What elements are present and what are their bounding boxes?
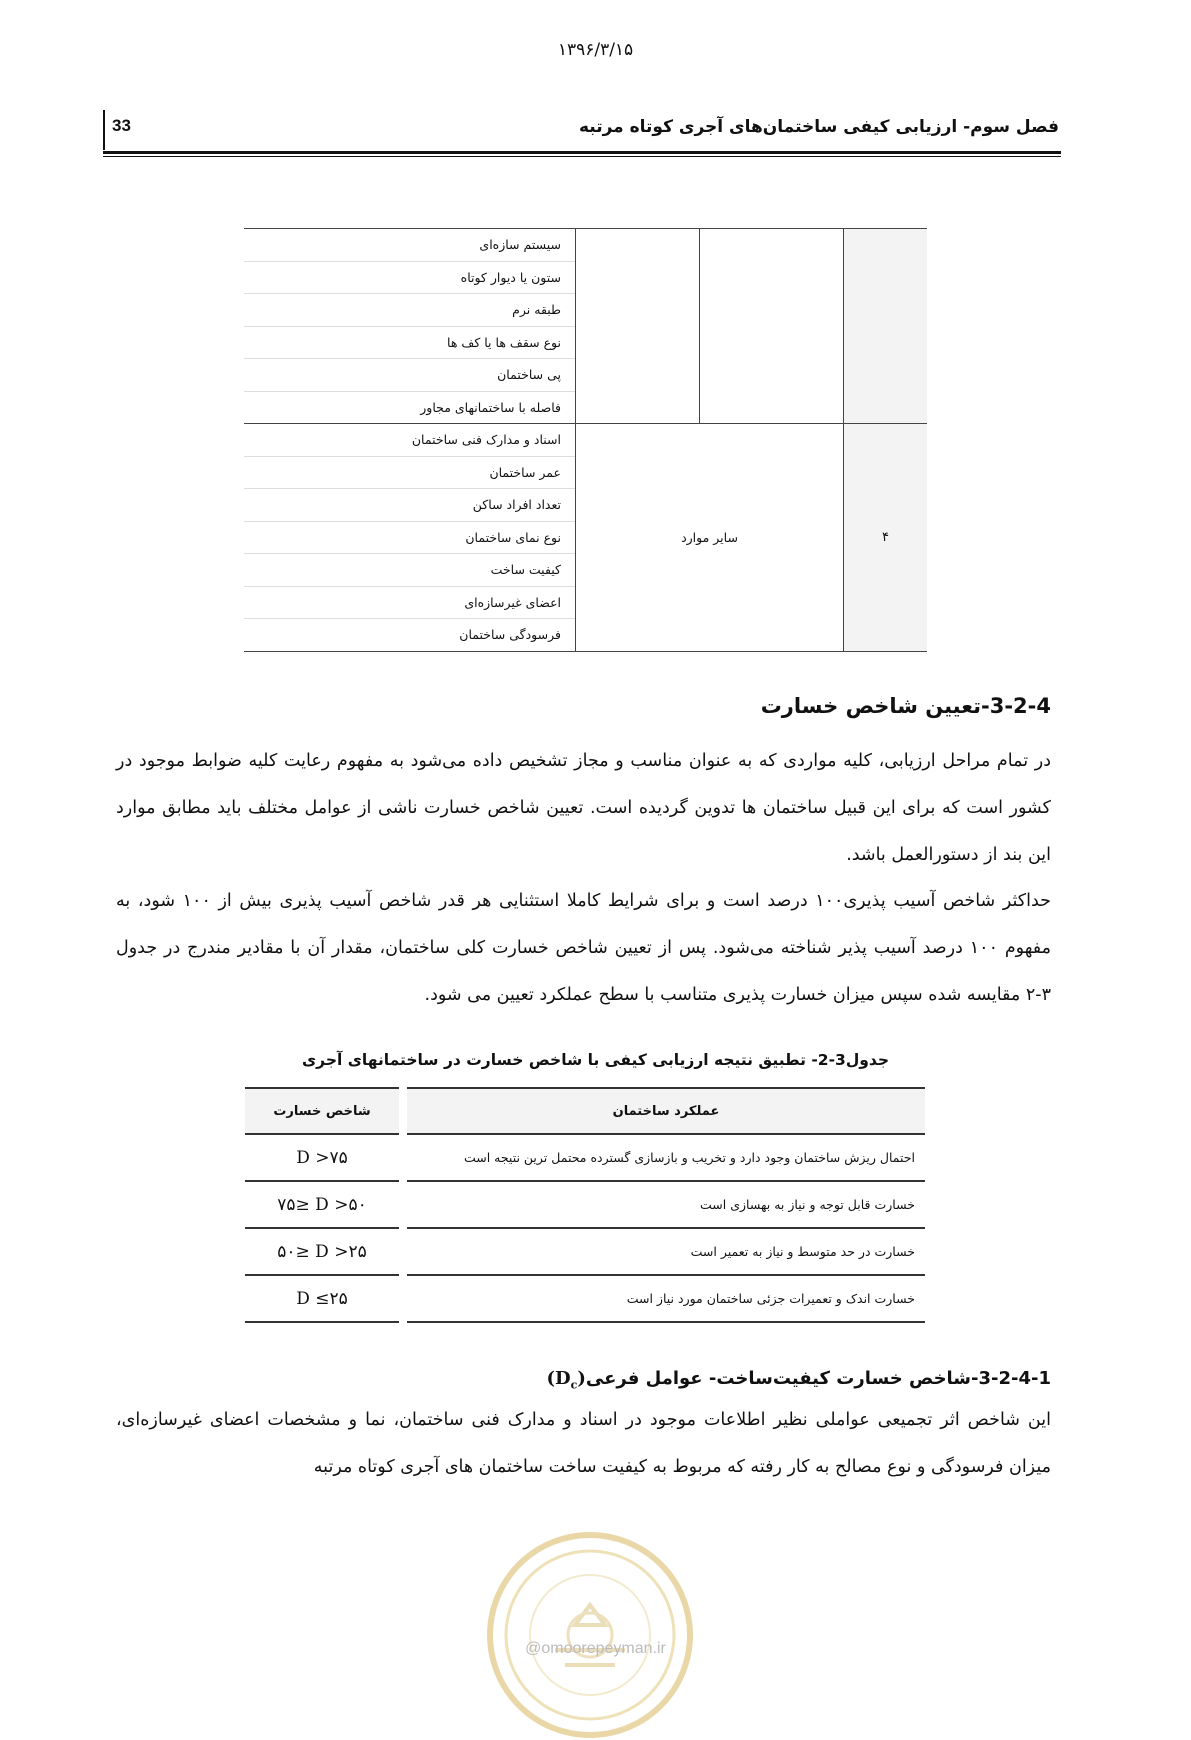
subsection-heading-symbol: $(D_c)$ bbox=[546, 1368, 586, 1392]
table-item: سیستم سازه‌ای bbox=[244, 229, 576, 262]
table-row bbox=[245, 1228, 925, 1275]
table-item: کیفیت ساخت bbox=[244, 554, 576, 587]
table-item: طبقه نرم bbox=[244, 294, 576, 327]
chapter-title: فصل سوم- ارزیابی کیفی ساختمان‌های آجری کوتاه مرتبه bbox=[578, 117, 1059, 137]
page-number: 33 bbox=[112, 116, 131, 135]
subsection-heading-text: 3-2-4-1-شاخص خسارت کیفیت‌ساخت- عوامل فرعی bbox=[585, 1368, 1051, 1389]
table-item: اعضای غیرسازه‌ای bbox=[244, 586, 576, 619]
index-cell: D >۷۵ bbox=[245, 1134, 399, 1181]
table-item: فرسودگی ساختمان bbox=[244, 619, 576, 652]
table-item: فاصله با ساختمانهای مجاور bbox=[420, 399, 561, 415]
table-item: پی ساختمان bbox=[244, 359, 576, 392]
table-row-category: سایر موارد bbox=[576, 424, 844, 652]
paragraph: در تمام مراحل ارزیابی، کلیه مواردی که به عنوان مناسب و مجاز تشخیص داده می‌شود به مفهوم رعایت کلیه ضوابط موجود در کشور است که برای این قبیل ساختمان ها تدوین گردیده است. تعیین شاخص خسارت ناشی از عوامل مختلف باید مطابق موارد این بند از دستورالعمل باشد. bbox=[116, 751, 1051, 865]
table-item: ستون یا دیوار کوتاه bbox=[244, 261, 576, 294]
performance-cell: احتمال ریزش ساختمان وجود دارد و تخریب و بازسازی گسترده محتمل ترین نتیجه است bbox=[407, 1134, 925, 1181]
index-cell: D ≤۲۵ bbox=[245, 1275, 399, 1322]
criteria-table bbox=[244, 228, 927, 652]
column-gap bbox=[399, 1088, 407, 1134]
watermark-text: @omoorepeyman.ir bbox=[525, 1640, 666, 1657]
table-row bbox=[245, 1134, 925, 1181]
column-header-index: شاخص خسارت bbox=[245, 1088, 399, 1134]
index-cell: ۵۰≥ D >۲۵ bbox=[245, 1228, 399, 1275]
table-item: تعداد افراد ساکن bbox=[244, 489, 576, 522]
table-row-category bbox=[700, 229, 844, 424]
header-rule-thin bbox=[103, 156, 1061, 157]
table-item: نوع نمای ساختمان bbox=[244, 521, 576, 554]
damage-index-table bbox=[245, 1087, 925, 1323]
table-row-number bbox=[844, 229, 928, 424]
paragraph: حداکثر شاخص آسیب پذیری۱۰۰ درصد است و برای شرایط کاملا استثنایی هر قدر شاخص آسیب پذیری بیش از ۱۰۰ شود، به مفهوم ۱۰۰ درصد آسیب پذیر شناخته می‌شود. پس از تعیین شاخص خسارت کلی ساختمان، مقدار آن با مقادیر مندرج در جدول ۳-۲ مقایسه شده سپس میزان خسارت پذیری متناسب با سطح عملکرد تعیین می شود. bbox=[116, 891, 1052, 1005]
table-item: عمر ساختمان bbox=[244, 456, 576, 489]
paragraph: این شاخص اثر تجمیعی عواملی نظیر اطلاعات موجود در اسناد و مدارک فنی ساختمان، نما و مشخصات اعضای غیرسازه‌ای، میزان فرسودگی و نوع مصالح به کار رفته که مربوط به کیفیت ساخت ساختمان های آجری کوتاه مرتبه bbox=[116, 1410, 1051, 1477]
table-caption: جدول3-2- تطبیق نتیجه ارزیابی کیفی با شاخص خسارت در ساختمانهای آجری bbox=[301, 1051, 890, 1069]
performance-cell: خسارت در حد متوسط و نیاز به تعمیر است bbox=[407, 1228, 925, 1275]
column-header-performance: عملکرد ساختمان bbox=[407, 1088, 925, 1134]
header-rule-thick bbox=[103, 151, 1061, 154]
table-row bbox=[245, 1181, 925, 1228]
performance-cell: خسارت قابل توجه و نیاز به بهسازی است bbox=[407, 1181, 925, 1228]
seal-logo-icon bbox=[485, 1530, 695, 1740]
table-row bbox=[245, 1275, 925, 1322]
subsection-heading bbox=[547, 1368, 1052, 1392]
table-item: اسناد و مدارک فنی ساختمان bbox=[244, 424, 576, 457]
document-date: ۱۳۹۶/۳/۱۵ bbox=[557, 40, 634, 60]
performance-cell: خسارت اندک و تعمیرات جزئی ساختمان مورد نیاز است bbox=[407, 1275, 925, 1322]
page-number-bar bbox=[103, 110, 105, 150]
table-row-subcategory bbox=[576, 229, 700, 424]
section-heading: 3-2-4-تعیین شاخص خسارت bbox=[760, 694, 1051, 718]
index-cell: ۷۵≥ D >۵۰ bbox=[245, 1181, 399, 1228]
table-item: نوع سقف ها یا کف ها bbox=[244, 326, 576, 359]
table-row-number: ۴ bbox=[844, 424, 928, 652]
